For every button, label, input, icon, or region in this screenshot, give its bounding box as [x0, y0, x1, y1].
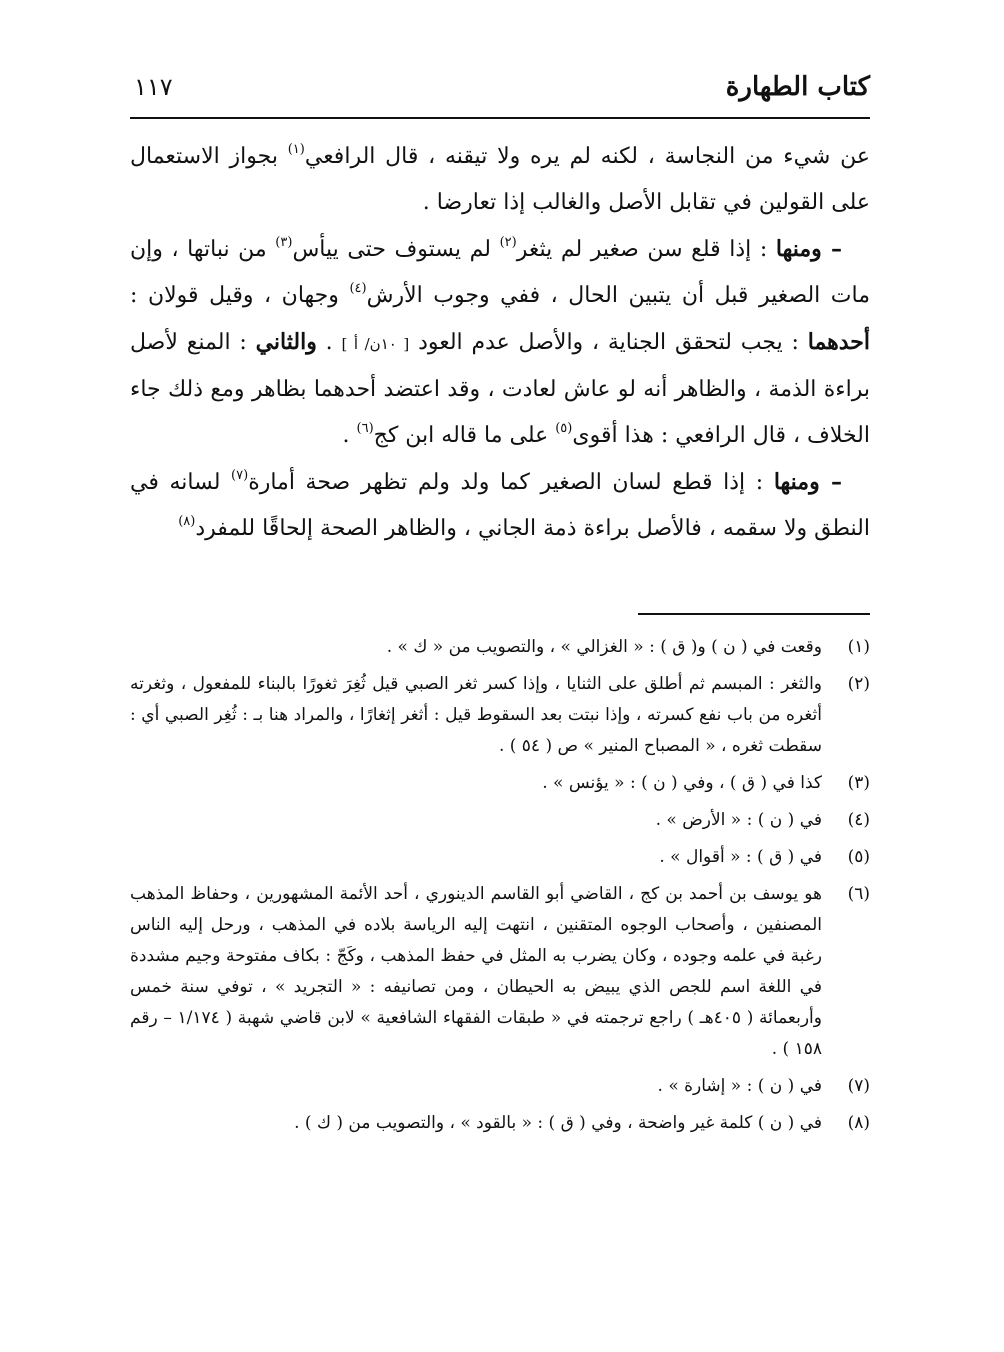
footnote-8 — [130, 1108, 870, 1139]
paragraph-2 — [130, 226, 870, 459]
section-lead: – ومنها — [775, 236, 842, 262]
footnote-number: (٣) — [847, 773, 870, 793]
footnote-ref-6[interactable]: (٦) — [356, 420, 374, 436]
page-number: ١١٧ — [134, 73, 173, 101]
term-second: والثاني — [255, 329, 317, 355]
footnote-1 — [130, 632, 870, 663]
text-segment: : إذا قلع سن صغير لم يثغر — [516, 237, 776, 262]
footnote-7 — [130, 1071, 870, 1102]
main-text — [130, 134, 870, 552]
header-divider — [130, 117, 870, 119]
text-segment: على ما قاله ابن كج — [373, 423, 556, 448]
footnote-text: في ( ن ) : « الأرض » . — [655, 810, 822, 830]
footnote-text: كذا في ( ق ) ، وفي ( ن ) : « يؤنس » . — [542, 773, 822, 793]
footnote-ref-2[interactable]: (٢) — [499, 234, 517, 250]
footnote-text: هو يوسف بن أحمد بن كج ، القاضي أبو القاسم الدينوري ، أحد الأئمة المشهورين ، وحفاظ المذهب المصنفين ، وأصحاب الوجوه المتقنين ، انتهت إليه الرياسة بلاده في المذهب ، ورحل إليه الناس رغبة في علمه وجوده ، وكان يضرب به المثل في حفظ المذهب ، وكَجّ : بكاف مفتوحة وجيم مشددة في اللغة اسم للجص الذي يبيض به الحيطان ، ومن تصانيفه : « التجريد » ، توفي سنة خمس وأربعمائة ( ٤٠٥هـ ) راجع ترجمته في « طبقات الفقهاء الشافعية » لابن قاضي شهبة ( ١/١٧٤ – رقم ١٥٨ ) . — [130, 884, 822, 1059]
text-segment: . — [316, 330, 342, 355]
text-segment: عن شيء من النجاسة ، لكنه لم يره ولا تيقنه ، قال الرافعي — [304, 144, 870, 169]
page — [130, 60, 870, 1320]
text-segment: لسانه في النطق ولا سقمه ، فالأصل براءة ذمة الجاني ، والظاهر الصحة إلحاقًا للمفرد — [130, 470, 870, 541]
footnote-number: (٤) — [847, 810, 870, 830]
running-title: كتاب الطهارة — [725, 72, 870, 102]
text-segment: بجواز الاستعمال على القولين في تقابل الأصل والغالب إذا تعارضا . — [130, 144, 870, 215]
footnote-ref-7[interactable]: (٧) — [231, 467, 249, 483]
text-segment: : إذا قطع لسان الصغير كما ولد ولم تظهر صحة أمارة — [248, 470, 774, 495]
footnote-ref-5[interactable]: (٥) — [555, 420, 573, 436]
footnotes — [130, 632, 870, 1145]
footnote-text: في ( ق ) : « أقوال » . — [659, 847, 822, 867]
page-header — [130, 60, 870, 108]
section-lead: – ومنها — [773, 469, 842, 495]
footnote-3 — [130, 768, 870, 799]
footnote-ref-4[interactable]: (٤) — [349, 280, 367, 296]
footnote-text: في ( ن ) : « إشارة » . — [657, 1076, 822, 1096]
term-first: أحدهما — [807, 329, 871, 355]
text-segment: . — [342, 423, 357, 448]
text-segment: وجهان ، وقيل قولان : — [130, 283, 350, 308]
footnote-text: والثغر : المبسم ثم أطلق على الثنايا ، وإذا كسر ثغر الصبي قيل ثُغِرَ ثغورًا بالبناء للمفعول ، وثغرته أثغره من باب نفع كسرته ، وإذا نبتت بعد السقوط قيل : أثغر إثغارًا ، والمراد هنا بـ : ثُغِر الصبي أي : سقطت ثغره ، « المصباح المنير » ص ( ٥٤ ) . — [130, 674, 822, 756]
footnote-text: في ( ن ) كلمة غير واضحة ، وفي ( ق ) : « بالقود » ، والتصويب من ( ك ) . — [294, 1113, 822, 1133]
footnote-divider — [638, 613, 870, 615]
footnote-number: (٨) — [847, 1113, 870, 1133]
footnote-number: (٧) — [847, 1076, 870, 1096]
footnote-ref-8[interactable]: (٨) — [178, 513, 196, 529]
footnote-5 — [130, 842, 870, 873]
footnote-number: (٢) — [847, 674, 870, 694]
footnote-2 — [130, 669, 870, 762]
footnote-number: (١) — [847, 637, 870, 657]
footnote-4 — [130, 805, 870, 836]
text-segment: لم يستوف حتى ييأس — [292, 237, 500, 262]
footnote-6 — [130, 879, 870, 1065]
paragraph-3 — [130, 459, 870, 552]
footnote-ref-1[interactable]: (١) — [287, 141, 305, 157]
footnote-text: وقعت في ( ن ) و( ق ) : « الغزالي » ، والتصويب من « ك » . — [386, 637, 822, 657]
manuscript-folio-marker: [ ١٠ن/ أ ] — [341, 335, 410, 353]
text-segment: : يجب لتحقق الجناية ، والأصل عدم العود — [409, 330, 808, 355]
footnote-number: (٦) — [847, 884, 870, 904]
text-segment: من نباتها ، وإن مات الصغير قبل أن يتبين الحال ، ففي وجوب الأرش — [130, 237, 870, 308]
paragraph-1 — [130, 134, 870, 226]
text-segment: : المنع لأصل براءة الذمة ، والظاهر أنه لو عاش لعادت ، وقد اعتضد أحدهما بظاهر ومع ذلك جاء الخلاف ، قال الرافعي : هذا أقوى — [130, 330, 871, 448]
footnote-ref-3[interactable]: (٣) — [275, 234, 293, 250]
footnote-number: (٥) — [847, 847, 870, 867]
